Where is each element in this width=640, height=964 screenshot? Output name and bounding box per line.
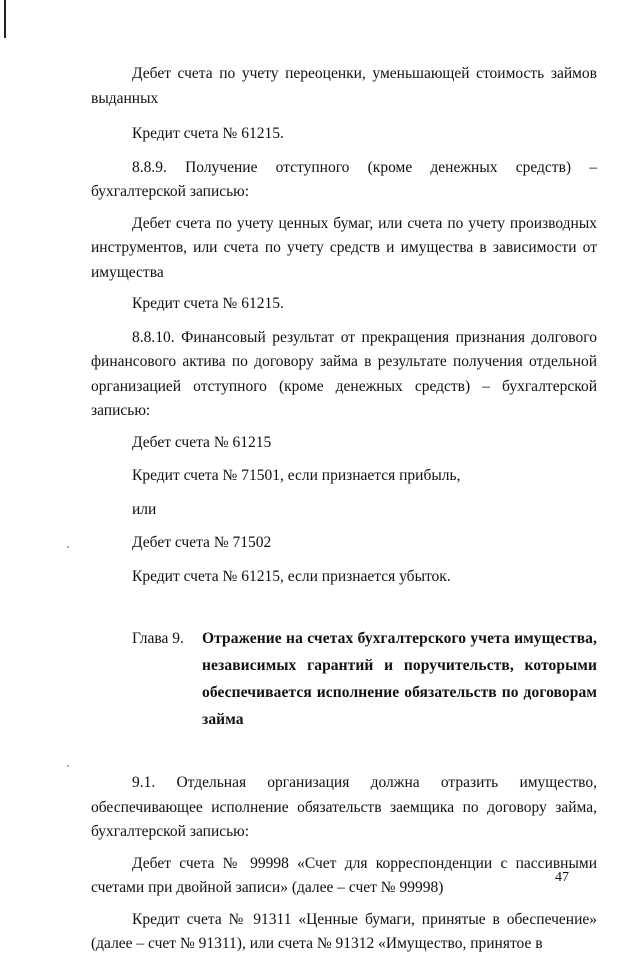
entry-or: или xyxy=(132,500,157,518)
scan-speck xyxy=(67,546,69,548)
paragraph-credit-61215-second: Кредит счета № 61215. xyxy=(132,295,284,312)
paragraph-8-8-9: 8.8.9. Получение отступного (кроме денежных средств) – бухгалтерской записью: xyxy=(91,158,597,200)
document-page xyxy=(91,62,597,964)
paragraph-debit-revaluation: Дебет счета по учету переоценки, уменьшающей стоимость займов выданных xyxy=(91,65,597,107)
entry-debit-71502: Дебет счета № 71502 xyxy=(132,534,272,551)
page-number: 47 xyxy=(555,870,569,885)
scan-edge-mark xyxy=(4,0,6,38)
section-number: 9.1. xyxy=(132,774,156,791)
section-word: организация xyxy=(267,774,350,791)
paragraph-8-8-10: 8.8.10. Финансовый результат от прекращения признания долгового финансового актива по договору займа в результате получения отдельной организацией отступного (кроме денежных средств) – бухгалтерской записью: xyxy=(91,328,597,419)
section-word: имущество, xyxy=(519,774,597,791)
paragraph-credit-61215: Кредит счета № 61215. xyxy=(132,125,284,142)
section-word: должна xyxy=(370,774,420,791)
chapter-number: Глава 9. xyxy=(132,630,184,647)
scan-speck xyxy=(67,765,69,767)
entry-credit-61215-loss: Кредит счета № 61215, если признается убыток. xyxy=(132,567,451,585)
chapter-title: Отражение на счетах бухгалтерского учета имущества, независимых гарантий и поручительств, которыми обеспечивается исполнение обязательств по договорам займа xyxy=(202,630,597,728)
section-word: отразить xyxy=(440,774,499,791)
section-word: Отдельная xyxy=(176,774,247,791)
paragraph-debit-99998: Дебет счета № 99998 «Счет для корреспонденции с пассивными счетами при двойной записи» (далее – счет № 99998) xyxy=(91,854,597,896)
paragraph-debit-securities: Дебет счета по учету ценных бумаг, или счета по учету производных инструментов, или счета по учету средств и имущества в зависимости от имущества xyxy=(91,214,597,281)
section-9-1-continuation: обеспечивающее исполнение обязательств заемщика по договору займа, бухгалтерской записью: xyxy=(91,798,597,840)
entry-credit-71501: Кредит счета № 71501, если признается прибыль, xyxy=(132,467,461,484)
entry-debit-61215: Дебет счета № 61215 xyxy=(132,433,272,451)
chapter-heading xyxy=(91,625,597,733)
paragraph-credit-91311: Кредит счета № 91311 «Ценные бумаги, принятые в обеспечение» (далее – счет № 91311), или счета № 91312 «Имущество, принятое в xyxy=(91,910,597,952)
section-9-1-first-line xyxy=(91,771,597,796)
